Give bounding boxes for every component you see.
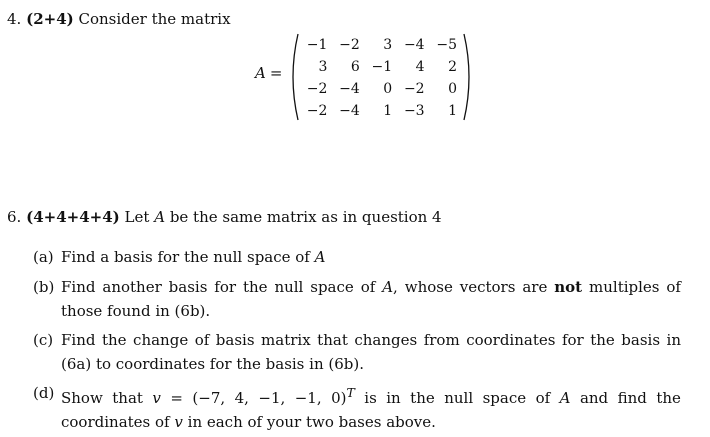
matrix-left-parenthesis xyxy=(286,32,300,122)
part-b-tag: (b) xyxy=(33,278,55,296)
matrix-variable: A xyxy=(382,278,394,296)
transpose-superscript: T xyxy=(346,385,355,400)
matrix-cell: −2 xyxy=(403,81,425,97)
part-b xyxy=(33,275,709,323)
question-points: (2+4) xyxy=(26,10,74,28)
matrix-cell: 6 xyxy=(350,59,360,75)
vector-variable: v xyxy=(152,389,161,407)
matrix-cell: −4 xyxy=(339,103,360,119)
matrix-entries xyxy=(300,34,462,122)
matrix-cell: 4 xyxy=(415,59,425,75)
part-b-body-3: multiples of those found in (6b). xyxy=(61,278,681,320)
matrix-cell: 0 xyxy=(448,81,457,97)
part-a-tag: (a) xyxy=(33,248,54,266)
part-a-text xyxy=(61,245,681,269)
part-c xyxy=(33,328,709,376)
part-b-text xyxy=(61,275,681,323)
part-c-tag: (c) xyxy=(33,331,54,349)
question-number: 4. xyxy=(7,10,22,28)
part-c-text: Find the change of basis matrix that changes from coordinates for the basis in (6a) to coordinates for the basis in (6b). xyxy=(61,331,681,373)
part-d-body-3: and find the coordinates of xyxy=(61,389,681,431)
vector-value: (−7, 4, −1, −1, 0) xyxy=(192,389,347,407)
matrix-cell: 1 xyxy=(448,103,457,119)
matrix-equals-sign: = xyxy=(269,64,283,82)
matrix-right-parenthesis xyxy=(462,32,476,122)
part-d-tag: (d) xyxy=(33,384,55,402)
question-4-heading xyxy=(7,10,231,28)
part-d-body-1: Show that xyxy=(61,389,143,407)
matrix-cell: −2 xyxy=(306,103,328,119)
part-a-body: Find a basis for the null space of xyxy=(61,248,310,266)
part-b-emphasis: not xyxy=(554,278,583,296)
question-number: 6. xyxy=(7,208,22,226)
question-text-before: Let xyxy=(124,208,150,226)
matrix-cell: −2 xyxy=(339,37,360,53)
matrix-variable: A xyxy=(559,389,571,407)
matrix-variable: A xyxy=(314,248,326,266)
part-d-body-2: is in the null space of xyxy=(364,389,551,407)
part-b-body-1: Find another basis for the null space of xyxy=(61,278,376,296)
part-d xyxy=(33,381,709,429)
matrix-cell: 3 xyxy=(383,37,393,53)
matrix-cell: −2 xyxy=(306,81,328,97)
matrix-cell: −5 xyxy=(436,37,457,53)
matrix-cell: −3 xyxy=(403,103,425,119)
matrix-variable: A xyxy=(154,208,166,226)
question-text: Consider the matrix xyxy=(78,10,231,28)
part-b-body-2: , whose vectors are xyxy=(393,278,548,296)
matrix-cell: −1 xyxy=(306,37,328,53)
part-d-text xyxy=(61,381,681,434)
question-6-heading xyxy=(7,208,442,226)
matrix-name: A xyxy=(255,64,266,82)
matrix-label xyxy=(255,64,282,82)
matrix-cell: 2 xyxy=(448,59,457,75)
part-a xyxy=(33,245,709,271)
question-points: (4+4+4+4) xyxy=(26,208,120,226)
matrix-cell: −1 xyxy=(371,59,393,75)
matrix-cell: −4 xyxy=(403,37,425,53)
matrix-cell: −4 xyxy=(339,81,360,97)
question-text-after: be the same matrix as in question 4 xyxy=(169,208,442,226)
equals-sign: = xyxy=(170,389,183,407)
part-d-body-4: in each of your two bases above. xyxy=(187,413,436,431)
matrix-cell: 1 xyxy=(383,103,393,119)
matrix-cell: 0 xyxy=(383,81,393,97)
matrix-cell: 3 xyxy=(318,59,328,75)
vector-variable: v xyxy=(174,413,183,431)
